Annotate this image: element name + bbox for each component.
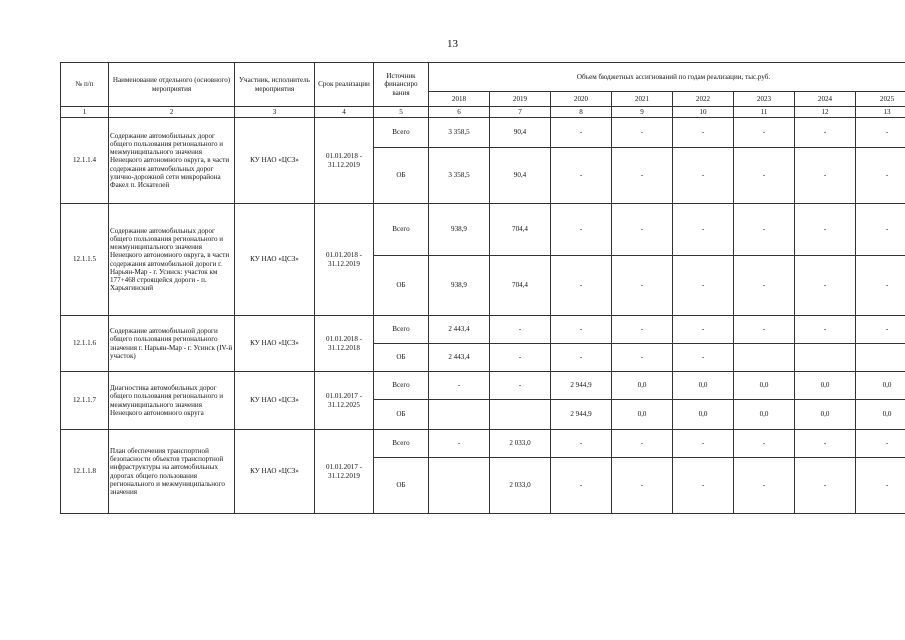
header-year: 2024	[795, 92, 856, 107]
row-value: -	[673, 344, 734, 372]
row-number: 12.1.1.8	[61, 430, 109, 514]
column-number: 12	[795, 107, 856, 118]
row-value: -	[856, 458, 905, 514]
header-term: Срок реализации	[315, 63, 374, 107]
header-name: Наименование отдельного (основного) мероприятия	[109, 63, 235, 107]
row-number: 12.1.1.4	[61, 118, 109, 204]
row-term: 01.01.2018 - 31.12.2018	[315, 316, 374, 372]
row-value: -	[795, 316, 856, 344]
row-source: Всего	[374, 204, 429, 256]
row-value	[795, 344, 856, 372]
row-name: Содержание автомобильной дороги общего пользования регионального значения г. Нарьян-Мар - г. Усинск (IV-й участок)	[109, 316, 235, 372]
page-number: 13	[447, 38, 458, 50]
column-number: 10	[673, 107, 734, 118]
header-year: 2023	[734, 92, 795, 107]
table-body	[61, 118, 905, 514]
row-value: 0,0	[734, 372, 795, 400]
row-value: -	[673, 316, 734, 344]
row-participant: КУ НАО «ЦСЗ»	[235, 204, 315, 316]
header-source: Источник финансиро вания	[374, 63, 429, 107]
row-term: 01.01.2018 - 31.12.2019	[315, 118, 374, 204]
row-source: ОБ	[374, 458, 429, 514]
row-source: ОБ	[374, 344, 429, 372]
row-value: -	[734, 316, 795, 344]
row-term: 01.01.2017 - 31.12.2025	[315, 372, 374, 430]
header-volume: Объем бюджетных ассигнований по годам реализации, тыс.руб.	[429, 63, 905, 92]
row-value: -	[795, 148, 856, 204]
row-value: -	[734, 204, 795, 256]
row-value: 0,0	[795, 372, 856, 400]
column-number: 2	[109, 107, 235, 118]
column-number: 13	[856, 107, 905, 118]
row-value: -	[673, 204, 734, 256]
row-name: Содержание автомобильных дорог общего пользования регионального и межмуниципального значения Ненецкого автономного округа, в части содержания автомобильных дорог улично-дорожной сети микрорайона Факел п. Искателей	[109, 118, 235, 204]
column-number: 9	[612, 107, 673, 118]
row-name: Содержание автомобильных дорог общего пользования регионального и межмуниципального значения Ненецкого автономного округа, в части содержания автомобильной дороги г. Нарьян-Мар - г. Усинск: участок км 177+468 строящейся дороги - п. Харьягинский	[109, 204, 235, 316]
row-value: 0,0	[856, 400, 905, 430]
row-value: -	[612, 344, 673, 372]
header-year: 2025	[856, 92, 905, 107]
column-number: 8	[551, 107, 612, 118]
row-value: -	[673, 148, 734, 204]
row-value: 0,0	[856, 372, 905, 400]
row-value: -	[795, 204, 856, 256]
column-number: 11	[734, 107, 795, 118]
row-value: -	[429, 372, 490, 400]
row-value	[490, 400, 551, 430]
table-row	[61, 372, 905, 400]
row-value: -	[551, 118, 612, 148]
row-number: 12.1.1.6	[61, 316, 109, 372]
row-value: -	[612, 316, 673, 344]
row-value: 2 944,9	[551, 372, 612, 400]
column-number: 3	[235, 107, 315, 118]
row-value: -	[795, 256, 856, 316]
row-value: 2 033,0	[490, 458, 551, 514]
header-year: 2021	[612, 92, 673, 107]
table-row	[61, 118, 905, 148]
row-value: -	[856, 204, 905, 256]
row-value: -	[612, 204, 673, 256]
row-value: -	[551, 256, 612, 316]
row-term: 01.01.2017 - 31.12.2019	[315, 430, 374, 514]
row-value: -	[551, 148, 612, 204]
row-value: -	[551, 204, 612, 256]
row-value: 2 944,9	[551, 400, 612, 430]
column-number: 1	[61, 107, 109, 118]
row-value: -	[551, 458, 612, 514]
row-value	[856, 344, 905, 372]
row-value: -	[673, 118, 734, 148]
row-value: -	[612, 430, 673, 458]
row-participant: КУ НАО «ЦСЗ»	[235, 372, 315, 430]
row-value: -	[490, 316, 551, 344]
row-value	[734, 344, 795, 372]
budget-table	[60, 62, 905, 514]
row-value	[429, 400, 490, 430]
row-value: 0,0	[612, 372, 673, 400]
row-value: -	[551, 344, 612, 372]
row-value: -	[734, 118, 795, 148]
row-source: ОБ	[374, 400, 429, 430]
row-value: 938,9	[429, 256, 490, 316]
row-source: Всего	[374, 430, 429, 458]
row-value: 0,0	[673, 400, 734, 430]
row-value: -	[551, 316, 612, 344]
row-value: -	[612, 256, 673, 316]
column-number: 4	[315, 107, 374, 118]
header-year: 2020	[551, 92, 612, 107]
row-value: 3 358,5	[429, 148, 490, 204]
row-value: -	[612, 118, 673, 148]
row-value: -	[490, 344, 551, 372]
row-term: 01.01.2018 - 31.12.2019	[315, 204, 374, 316]
row-value: -	[612, 458, 673, 514]
row-value: -	[490, 372, 551, 400]
row-value: -	[734, 430, 795, 458]
row-value: -	[429, 430, 490, 458]
row-value: 0,0	[795, 400, 856, 430]
row-source: Всего	[374, 372, 429, 400]
row-value: -	[856, 148, 905, 204]
row-value: 2 443,4	[429, 344, 490, 372]
row-source: ОБ	[374, 148, 429, 204]
row-source: Всего	[374, 316, 429, 344]
row-value: 0,0	[734, 400, 795, 430]
row-name: Диагностика автомобильных дорог общего пользования регионального и межмуниципального значения Ненецкого автономного округа	[109, 372, 235, 430]
row-value: -	[673, 458, 734, 514]
row-value: -	[795, 430, 856, 458]
row-value: 0,0	[673, 372, 734, 400]
row-participant: КУ НАО «ЦСЗ»	[235, 316, 315, 372]
row-name: План обеспечения транспортной безопасности объектов транспортной инфраструктуры на автомобильных дорогах общего пользования регионального и межмуниципального значения	[109, 430, 235, 514]
row-source: Всего	[374, 118, 429, 148]
row-value: -	[795, 458, 856, 514]
header-no: № п/п	[61, 63, 109, 107]
column-number: 7	[490, 107, 551, 118]
row-value: 938,9	[429, 204, 490, 256]
table-row	[61, 204, 905, 256]
row-value: 0,0	[612, 400, 673, 430]
row-value: 3 358,5	[429, 118, 490, 148]
row-value: -	[856, 316, 905, 344]
row-source: ОБ	[374, 256, 429, 316]
table-row	[61, 316, 905, 344]
column-number-row	[61, 107, 905, 118]
row-value: -	[612, 148, 673, 204]
row-number: 12.1.1.7	[61, 372, 109, 430]
row-value: -	[734, 256, 795, 316]
row-value: -	[734, 458, 795, 514]
row-participant: КУ НАО «ЦСЗ»	[235, 430, 315, 514]
row-value: 2 033,0	[490, 430, 551, 458]
header-year: 2019	[490, 92, 551, 107]
row-number: 12.1.1.5	[61, 204, 109, 316]
row-value: 2 443,4	[429, 316, 490, 344]
row-value: -	[795, 118, 856, 148]
header-year: 2018	[429, 92, 490, 107]
row-value: -	[856, 256, 905, 316]
row-value: -	[551, 430, 612, 458]
table-row	[61, 430, 905, 458]
row-value: -	[673, 256, 734, 316]
row-value: -	[856, 118, 905, 148]
header-participant: Участник, исполнитель мероприятия	[235, 63, 315, 107]
row-value	[429, 458, 490, 514]
row-participant: КУ НАО «ЦСЗ»	[235, 118, 315, 204]
column-number: 5	[374, 107, 429, 118]
row-value: 90,4	[490, 148, 551, 204]
row-value: 704,4	[490, 256, 551, 316]
column-number: 6	[429, 107, 490, 118]
row-value: 90,4	[490, 118, 551, 148]
row-value: -	[734, 148, 795, 204]
header-year: 2022	[673, 92, 734, 107]
row-value: -	[856, 430, 905, 458]
row-value: 704,4	[490, 204, 551, 256]
row-value: -	[673, 430, 734, 458]
